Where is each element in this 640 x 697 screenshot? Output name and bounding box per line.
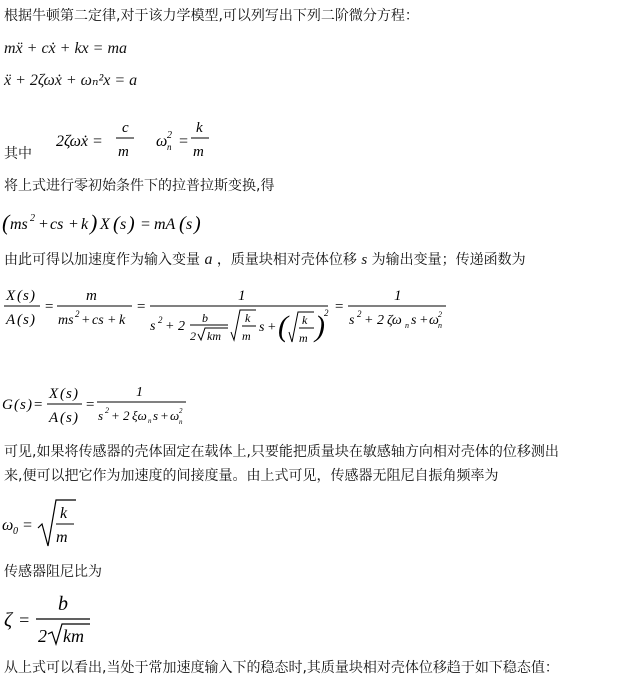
svg-text:+: + (38, 216, 49, 233)
svg-text:+: + (68, 216, 79, 233)
steady-state-text: 从上式可以看出,当处于常加速度输入下的稳态时,其质量块相对壳体位移趋于如下稳态值： (4, 660, 559, 676)
svg-text:=: = (18, 610, 31, 630)
svg-text:s: s (66, 410, 72, 426)
equation-motion: mẍ + cẋ + kx = ma (4, 40, 128, 57)
svg-text:+: + (107, 313, 117, 328)
svg-text:m: m (193, 144, 204, 160)
svg-text:=: = (44, 299, 55, 315)
svg-text:s: s (150, 319, 156, 334)
svg-text:=: = (140, 216, 151, 233)
svg-text:m: m (299, 331, 308, 345)
svg-text:): ) (73, 386, 78, 402)
svg-text:2: 2 (75, 309, 80, 319)
svg-text:m: m (242, 329, 251, 343)
svg-text:ξω: ξω (132, 408, 147, 423)
svg-text:G: G (2, 397, 13, 413)
svg-text:1: 1 (238, 288, 246, 304)
svg-text:+ 2: + 2 (364, 313, 384, 328)
definitions-formula (56, 116, 226, 164)
svg-text:A: A (49, 410, 59, 426)
svg-text:2: 2 (357, 309, 362, 319)
svg-text:ω: ω (156, 133, 168, 150)
svg-text:): ) (128, 213, 135, 235)
svg-text:ζ: ζ (4, 609, 13, 631)
svg-text:+: + (160, 408, 169, 423)
svg-text:(: ( (17, 288, 22, 304)
svg-text:): ) (194, 213, 201, 235)
svg-text:): ) (73, 410, 78, 426)
transfer-function-formula (2, 280, 452, 362)
svg-text:s: s (23, 312, 29, 328)
svg-text:s: s (98, 408, 104, 423)
svg-text:m: m (56, 529, 68, 546)
svg-text:+: + (419, 313, 429, 328)
svg-text:=: = (136, 299, 147, 315)
svg-text:2: 2 (38, 626, 47, 646)
svg-text:): ) (30, 312, 35, 328)
gs-formula (2, 378, 202, 434)
svg-text:(: ( (2, 210, 10, 235)
svg-text:mA: mA (154, 216, 176, 233)
conclusion-line-1: 可见,如果将传感器的壳体固定在载体上,只要能把质量块在敏感轴方向相对壳体的位移测出 (4, 444, 559, 460)
svg-text:): ) (315, 310, 325, 343)
svg-text:n: n (167, 142, 172, 152)
svg-text:): ) (90, 210, 98, 235)
svg-text:s: s (23, 288, 29, 304)
svg-text:=: = (85, 397, 96, 413)
svg-text:ms: ms (10, 216, 28, 233)
svg-text:X: X (49, 386, 59, 402)
svg-text:k: k (119, 313, 126, 328)
svg-text:ω: ω (170, 408, 180, 423)
svg-text:2: 2 (324, 308, 329, 318)
svg-text:n: n (405, 321, 409, 330)
svg-text:1: 1 (394, 288, 402, 304)
omega0-formula (2, 496, 92, 552)
svg-text:k: k (196, 120, 203, 136)
svg-text:=: = (178, 133, 189, 150)
transfer-text (4, 250, 526, 270)
svg-text:km: km (207, 329, 221, 343)
svg-text:b: b (202, 311, 208, 325)
svg-text:+: + (267, 320, 277, 335)
svg-text:cs: cs (92, 313, 104, 328)
transfer-text-part1: 由此可得以加速度作为输入变量 (4, 252, 200, 268)
svg-text:n: n (179, 418, 183, 426)
svg-text:2: 2 (105, 406, 109, 415)
svg-text:ms: ms (58, 313, 74, 328)
svg-text:2: 2 (30, 213, 35, 224)
svg-text:(: ( (179, 213, 186, 235)
where-label: 其中 (4, 146, 32, 162)
svg-text:k: k (302, 313, 308, 327)
svg-text:X: X (100, 216, 110, 233)
laplace-equation (2, 206, 222, 240)
svg-text:(: ( (14, 397, 19, 413)
svg-text:m: m (118, 144, 129, 160)
svg-text:(: ( (17, 312, 22, 328)
variable-s: s (361, 252, 368, 268)
svg-text:b: b (58, 593, 68, 615)
svg-text:): ) (27, 397, 32, 413)
svg-text:n: n (438, 321, 442, 330)
svg-text:=: = (334, 299, 345, 315)
svg-text:m: m (86, 288, 97, 304)
svg-text:=: = (22, 517, 33, 534)
variable-a: a (204, 251, 213, 268)
damping-text: 传感器阻尼比为 (4, 564, 102, 580)
svg-text:(: ( (113, 213, 120, 235)
svg-text:+: + (81, 313, 91, 328)
svg-text:(: ( (278, 310, 288, 343)
svg-text:0: 0 (13, 526, 18, 537)
svg-text:n: n (148, 417, 152, 425)
svg-text:+ 2: + 2 (111, 408, 130, 423)
svg-text:=: = (33, 397, 44, 413)
transfer-text-part2: ，质量块相对壳体位移 (216, 252, 357, 268)
svg-text:+ 2: + 2 (165, 319, 185, 334)
svg-text:ζω: ζω (387, 313, 402, 328)
svg-text:A: A (6, 312, 16, 328)
svg-text:2: 2 (438, 310, 442, 319)
svg-text:ω: ω (429, 313, 439, 328)
svg-text:km: km (63, 626, 84, 646)
svg-text:2: 2 (190, 329, 196, 343)
svg-text:s: s (349, 313, 355, 328)
zeta-formula (2, 592, 112, 648)
svg-text:1: 1 (136, 385, 143, 400)
svg-text:(: ( (60, 386, 65, 402)
svg-text:X: X (6, 288, 16, 304)
svg-text:s: s (120, 216, 127, 233)
svg-text:s: s (186, 216, 193, 233)
svg-text:2ζωẋ =: 2ζωẋ = (56, 133, 103, 150)
svg-text:s: s (20, 397, 26, 413)
svg-text:(: ( (60, 410, 65, 426)
svg-text:k: k (245, 311, 251, 325)
svg-text:s: s (259, 320, 265, 335)
svg-text:k: k (60, 505, 68, 522)
svg-text:s: s (153, 408, 159, 423)
svg-text:ω: ω (2, 517, 14, 534)
laplace-text: 将上式进行零初始条件下的拉普拉斯变换,得 (4, 178, 275, 194)
equation-normalized: ẍ + 2ζωẋ + ωₙ²x = a (4, 72, 138, 89)
svg-text:s: s (66, 386, 72, 402)
svg-text:): ) (30, 288, 35, 304)
intro-text: 根据牛顿第二定律,对于该力学模型,可以列写出下列二阶微分方程： (4, 8, 419, 24)
transfer-text-part3: 为输出变量；传递函数为 (371, 252, 526, 268)
svg-text:s: s (411, 313, 417, 328)
svg-text:2: 2 (167, 130, 172, 141)
conclusion-line-2: 来,便可以把它作为加速度的间接度量。由上式可见，传感器无阻尼自振角频率为 (4, 468, 499, 484)
svg-text:2: 2 (179, 407, 183, 415)
svg-text:k: k (81, 216, 89, 233)
svg-text:c: c (122, 120, 129, 136)
svg-text:cs: cs (50, 216, 64, 233)
svg-text:2: 2 (158, 315, 163, 325)
